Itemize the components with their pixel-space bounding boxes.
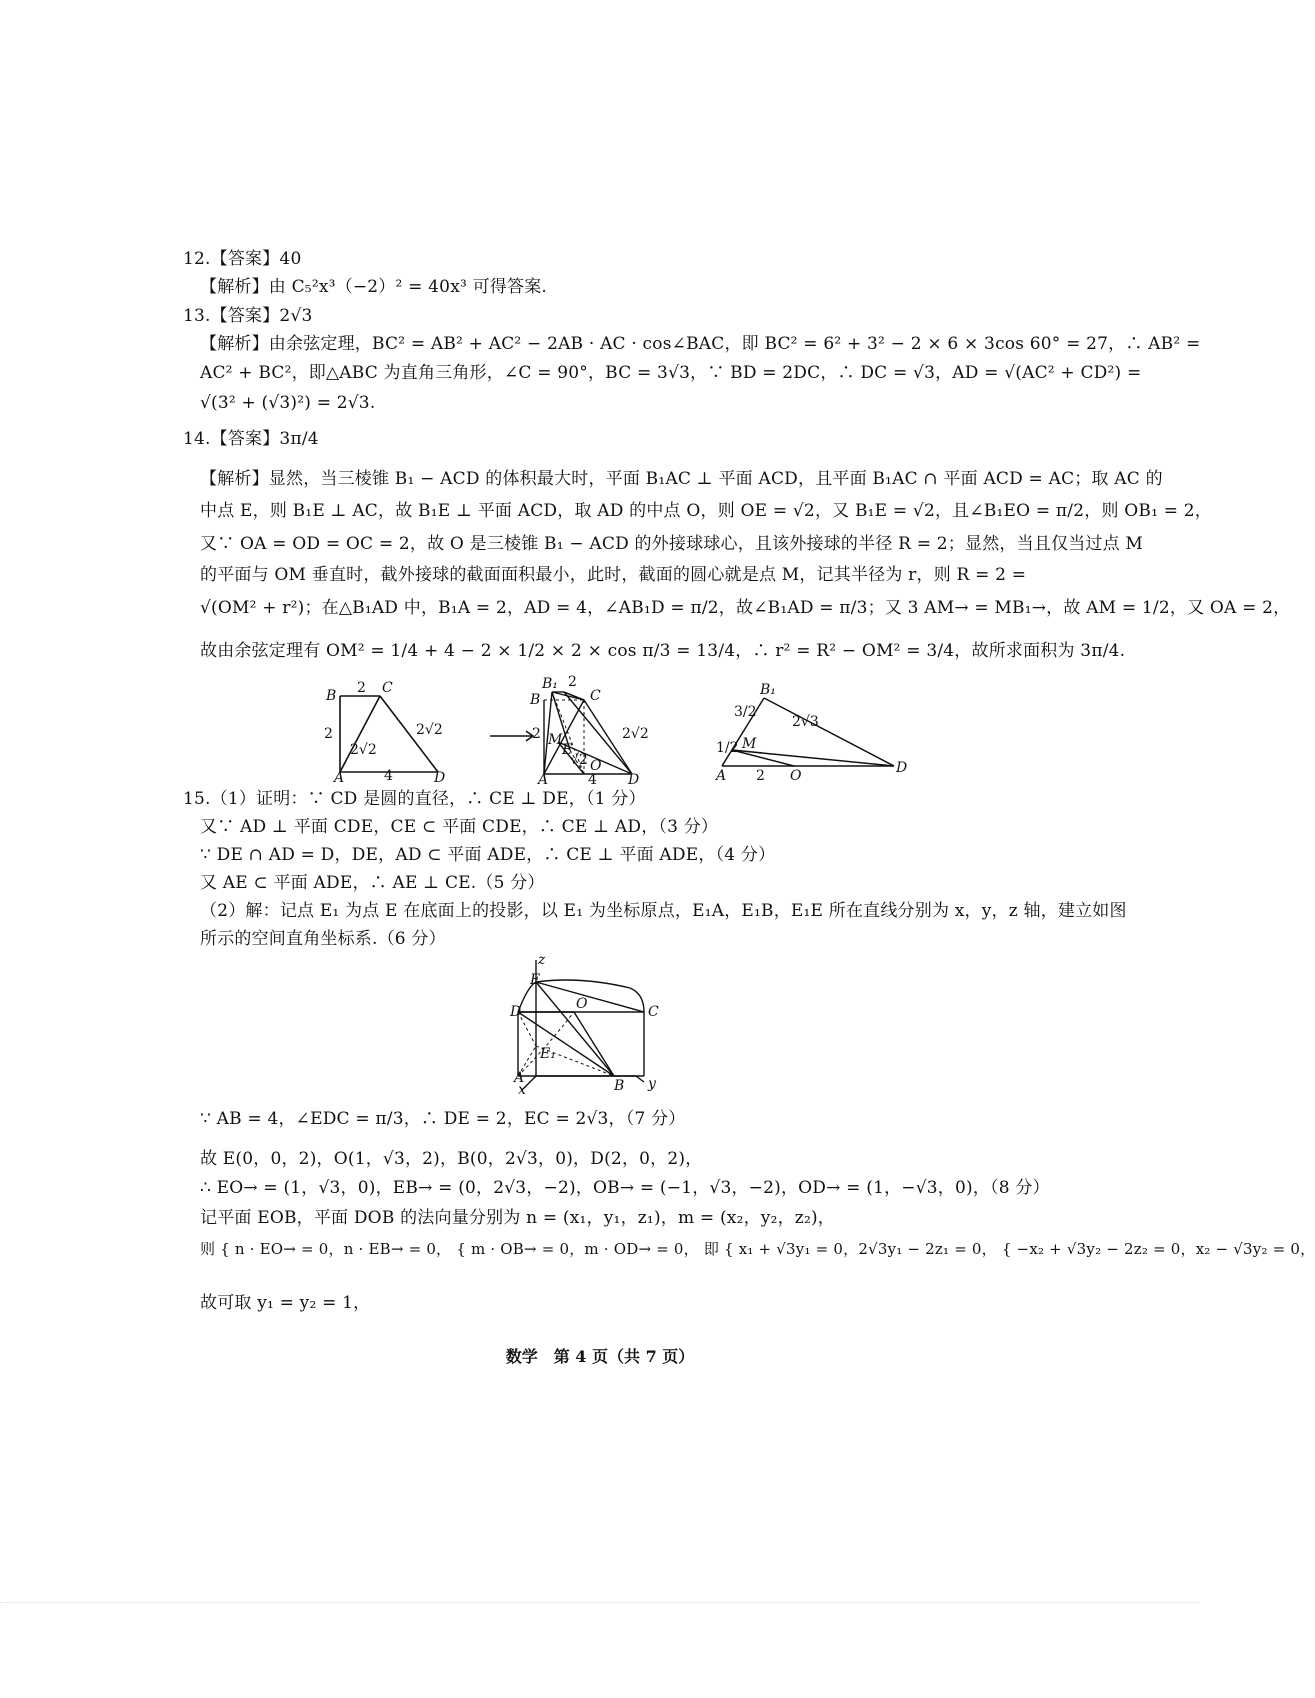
folded-pyramid-figure (530, 672, 690, 788)
label-frac-bottom: 1/2 (716, 740, 739, 756)
page-footer: 数学 第 4 页（共 7 页） (505, 1347, 695, 1366)
label-a: A (334, 770, 345, 786)
label-c: C (382, 680, 393, 696)
text-line: 15.（1）证明：∵ CD 是圆的直径，∴ CE ⊥ DE，（1 分） (183, 789, 646, 809)
label-a: A (716, 768, 727, 784)
label-left: 2 (532, 726, 541, 742)
text-line: 中点 E，则 B₁E ⊥ AC，故 B₁E ⊥ 平面 ACD，取 AD 的中点 O，则 OE = √2，又 B₁E = √2，且∠B₁EO = π/2，则 OB₁ = 2， (200, 501, 1212, 521)
text-line: 故由余弦定理有 OM² = 1/4 + 4 − 2 × 1/2 × 2 × cos π/3 = 13/4，∴ r² = R² − OM² = 3/4，故所求面积为 3π/4. (200, 641, 1126, 661)
label-b: B (530, 692, 541, 708)
text-line: ∴ EO→ = (1，√3，0)，EB→ = (0，2√3，−2)，OB→ = (−1，√3，−2)，OD→ = (1，−√3，0)，（8 分） (200, 1178, 1050, 1198)
text-line: 又∵ AD ⊥ 平面 CDE，CE ⊂ 平面 CDE，∴ CE ⊥ AD，（3 分） (200, 817, 719, 837)
label-b: B (326, 688, 337, 704)
label-right: 2√2 (622, 726, 649, 742)
coordinate-figure (510, 952, 704, 1098)
text-line: 【解析】由 C₅²x³（−2）² = 40x³ 可得答案. (200, 277, 548, 297)
label-right: 2√2 (416, 722, 443, 738)
label-hyp: 2√3 (792, 714, 819, 730)
text-line: ∵ AB = 4，∠EDC = π/3，∴ DE = 2，EC = 2√3，（7 分） (200, 1109, 686, 1129)
text-line: 故可取 y₁ = y₂ = 1， (200, 1293, 371, 1313)
text-line: 记平面 EOB，平面 DOB 的法向量分别为 n = (x₁，y₁，z₁)，m = (x₂，y₂，z₂)， (200, 1208, 836, 1228)
text-line: 14.【答案】3π/4 (183, 429, 319, 449)
label-b1: B₁ (760, 682, 776, 698)
label-d: D (510, 1004, 522, 1020)
label-bottom: 4 (384, 768, 393, 784)
label-frac-top: 3/2 (734, 704, 757, 720)
label-d: D (628, 772, 640, 788)
label-z: z (538, 952, 546, 968)
label-c: C (648, 1004, 659, 1020)
text-line: （2）解：记点 E₁ 为点 E 在底面上的投影，以 E₁ 为坐标原点，E₁A，E₁B，E₁E 所在直线分别为 x，y，z 轴，建立如图 (200, 901, 1127, 921)
label-c: C (590, 688, 601, 704)
label-m: M (548, 732, 563, 748)
text-line: 又∵ OA = OD = OC = 2，故 O 是三棱锥 B₁ − ACD 的外接球球心，且该外接球的半径 R = 2；显然，当且仅当过点 M (200, 534, 1144, 554)
label-base: 2 (756, 768, 765, 784)
text-line: AC² + BC²，即△ABC 为直角三角形，∠C = 90°，BC = 3√3，∵ BD = 2DC，∴ DC = √3，AD = √(AC² + CD²) = (200, 363, 1142, 383)
text-line: 又 AE ⊂ 平面 ADE，∴ AE ⊥ CE.（5 分） (200, 873, 545, 893)
text-line: 12.【答案】40 (183, 249, 302, 269)
label-a: A (538, 772, 549, 788)
trapezoid-figure (320, 680, 500, 786)
text-line: √(3² + (√3)²) = 2√3. (200, 393, 376, 413)
label-e: E (562, 742, 573, 758)
label-o: O (576, 996, 588, 1012)
text-line: 【解析】显然，当三棱锥 B₁ − ACD 的体积最大时，平面 B₁AC ⊥ 平面 ACD，且平面 B₁AC ∩ 平面 ACD = AC；取 AC 的 (200, 469, 1163, 489)
label-inner: √2 (570, 752, 588, 768)
label-top: 2 (357, 680, 366, 696)
triangle-figure (716, 680, 916, 784)
label-e: E (530, 972, 541, 988)
label-d: D (896, 760, 908, 776)
text-line: √(OM² + r²)；在△B₁AD 中，B₁A = 2，AD = 4，∠AB₁D = π/2，故∠B₁AD = π/3；又 3 AM→ = MB₁→，故 AM = 1/2，又 OA = 2， (200, 598, 1291, 618)
label-o: O (590, 758, 602, 774)
label-b1: B₁ (542, 676, 558, 692)
label-top: 2 (568, 674, 577, 690)
text-line: 【解析】由余弦定理，BC² = AB² + AC² − 2AB · AC · cos∠BAC，即 BC² = 6² + 3² − 2 × 6 × 3cos 60° = 27，∴ AB² = (200, 334, 1201, 354)
label-o: O (790, 768, 802, 784)
label-y: y (648, 1076, 656, 1092)
text-line: 13.【答案】2√3 (183, 306, 313, 326)
text-line: ∵ DE ∩ AD = D，DE，AD ⊂ 平面 ADE，∴ CE ⊥ 平面 ADE，（4 分） (200, 845, 776, 865)
page-divider (0, 1602, 1200, 1603)
label-d: D (434, 770, 446, 786)
text-line: 故 E(0，0，2)，O(1，√3，2)，B(0，2√3，0)，D(2，0，2)， (200, 1149, 703, 1169)
label-bottom: 4 (588, 772, 597, 788)
label-diag: 2√2 (350, 742, 377, 758)
label-x: x (518, 1082, 526, 1098)
label-b: B (614, 1078, 625, 1094)
label-left: 2 (324, 726, 333, 742)
label-m: M (742, 736, 757, 752)
label-a: A (514, 1070, 525, 1086)
text-line: 的平面与 OM 垂直时，截外接球的截面面积最小，此时，截面的圆心就是点 M，记其半径为 r，则 R = 2 = (200, 565, 1027, 585)
label-e1: E₁ (540, 1046, 556, 1062)
text-line: 则 { n · EO→ = 0，n · EB→ = 0， { m · OB→ = 0，m · OD→ = 0， 即 { x₁ + √3y₁ = 0，2√3y₁ − 2z₁ = 0， { −x₂ + √3y₂ − 2z₂ = 0，x₂ − √3y₂ = 0， (200, 1240, 1315, 1258)
text-line: 所示的空间直角坐标系.（6 分） (200, 929, 446, 949)
